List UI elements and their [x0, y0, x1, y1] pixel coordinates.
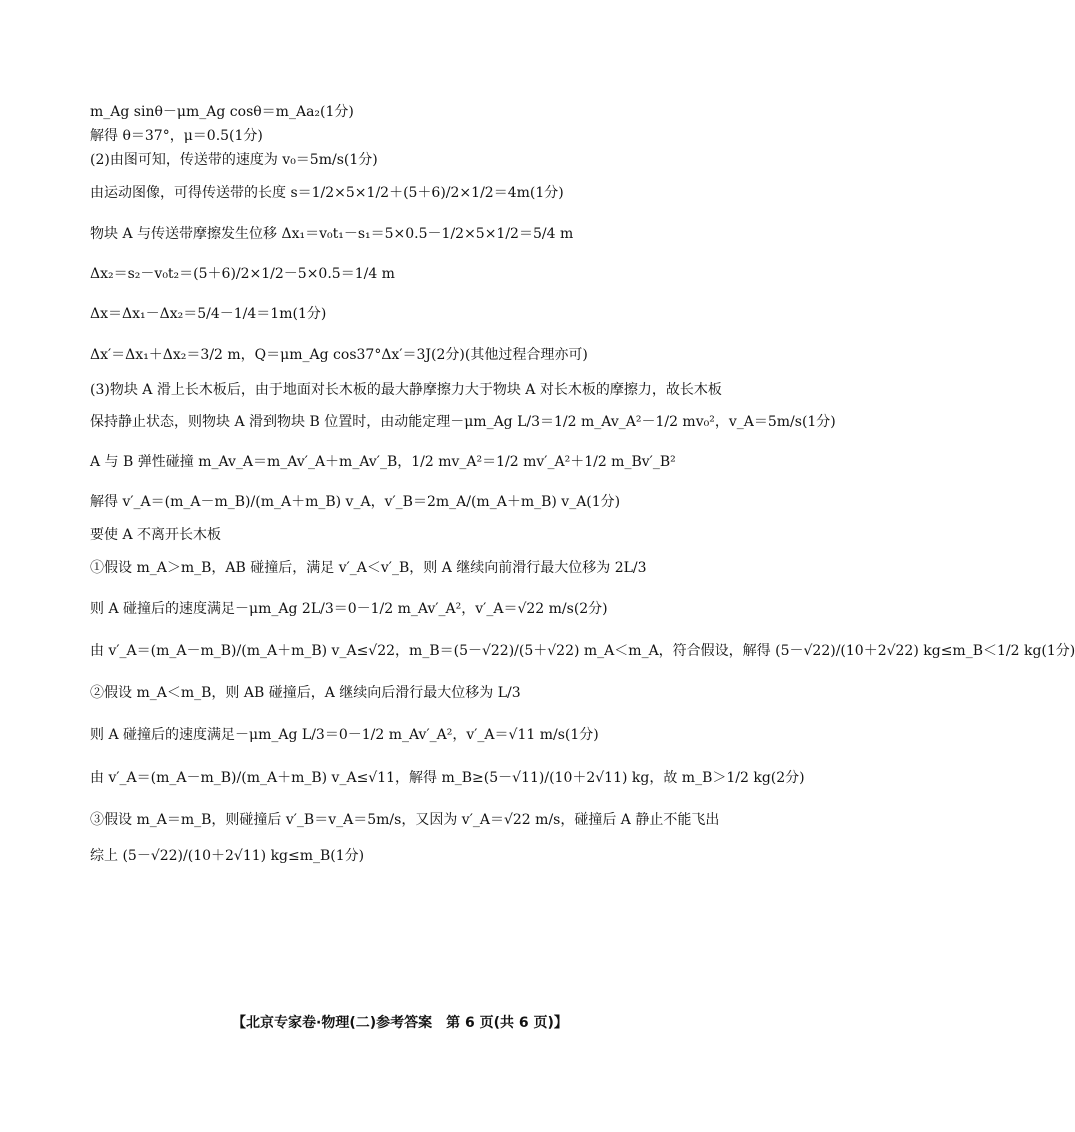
text-line: Δx₂＝s₂－v₀t₂＝(5＋6)/2×1/2－5×0.5＝1/4 m [90, 266, 395, 282]
text-line: 综上 (5－√22)/(10＋2√11) kg≤m_B(1分) [90, 848, 365, 864]
text-line: ③假设 m_A＝m_B，则碰撞后 v′_B＝v_A＝5m/s，又因为 v′_A＝√22 m/s，碰撞后 A 静止不能飞出 [90, 812, 720, 828]
text-line: (3)物块 A 滑上长木板后，由于地面对长木板的最大静摩擦力大于物块 A 对长木板的摩擦力，故长木板 [90, 382, 722, 398]
text-line: ①假设 m_A＞m_B，AB 碰撞后，满足 v′_A＜v′_B，则 A 继续向前滑行最大位移为 2L/3 [90, 560, 647, 576]
text-line: ②假设 m_A＜m_B，则 AB 碰撞后，A 继续向后滑行最大位移为 L/3 [90, 685, 521, 701]
text-line: 要使 A 不离开长木板 [90, 527, 222, 543]
text-line: Δx＝Δx₁－Δx₂＝5/4－1/4＝1m(1分) [90, 306, 327, 322]
text-line: 由运动图像，可得传送带的长度 s＝1/2×5×1/2＋(5＋6)/2×1/2＝4m(1分) [90, 185, 564, 201]
text-line: Δx′＝Δx₁＋Δx₂＝3/2 m，Q＝μm_Ag cos37°Δx′＝3J(2分)(其他过程合理亦可) [90, 347, 588, 363]
text-line: 则 A 碰撞后的速度满足－μm_Ag L/3＝0－1/2 m_Av′_A²，v′_A＝√11 m/s(1分) [90, 727, 599, 743]
text-line: 解得 θ＝37°，μ＝0.5(1分) [90, 128, 263, 144]
page-footer: 【北京专家卷·物理(二)参考答案 第 6 页(共 6 页)】 [232, 1015, 568, 1031]
text-line: (2)由图可知，传送带的速度为 v₀＝5m/s(1分) [90, 152, 378, 168]
text-line: m_Ag sinθ－μm_Ag cosθ＝m_Aa₂(1分) [90, 104, 354, 120]
text-line: 由 v′_A＝(m_A－m_B)/(m_A＋m_B) v_A≤√22，m_B＝(5－√22)/(5＋√22) m_A＜m_A，符合假设，解得 (5－√22)/(10＋2√22) kg≤m_B＜1/2 kg(1分) [90, 643, 1075, 659]
text-line: A 与 B 弹性碰撞 m_Av_A＝m_Av′_A＋m_Av′_B，1/2 mv_A²＝1/2 mv′_A²＋1/2 m_Bv′_B² [90, 454, 676, 470]
text-line: 物块 A 与传送带摩擦发生位移 Δx₁＝v₀t₁－s₁＝5×0.5－1/2×5×1/2＝5/4 m [90, 226, 574, 242]
text-line: 解得 v′_A＝(m_A－m_B)/(m_A＋m_B) v_A，v′_B＝2m_A/(m_A＋m_B) v_A(1分) [90, 494, 621, 510]
text-line: 由 v′_A＝(m_A－m_B)/(m_A＋m_B) v_A≤√11，解得 m_B≥(5－√11)/(10＋2√11) kg，故 m_B＞1/2 kg(2分) [90, 770, 805, 786]
text-line: 保持静止状态，则物块 A 滑到物块 B 位置时，由动能定理－μm_Ag L/3＝1/2 m_Av_A²－1/2 mv₀²，v_A＝5m/s(1分) [90, 414, 836, 430]
text-line: 则 A 碰撞后的速度满足－μm_Ag 2L/3＝0－1/2 m_Av′_A²，v′_A＝√22 m/s(2分) [90, 601, 608, 617]
